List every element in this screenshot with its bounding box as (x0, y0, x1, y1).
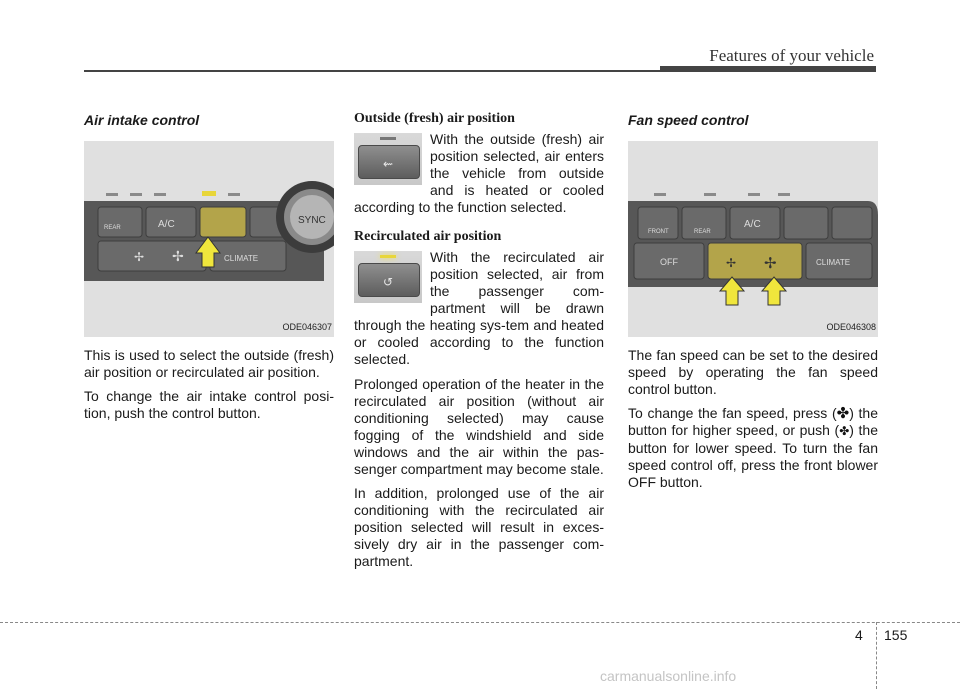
recirculated-air-block (354, 249, 604, 368)
svg-text:✢: ✢ (134, 250, 145, 264)
subheading-recirculated-air: Recirculated air position (354, 229, 502, 244)
recirculated-air-button-thumbnail (354, 251, 422, 303)
car-recirculate-icon: ↺ (383, 275, 394, 289)
svg-text:A/C: A/C (744, 219, 761, 230)
outside-air-block (354, 131, 604, 216)
column-air-positions (354, 110, 604, 577)
subheading-outside-air: Outside (fresh) air position (354, 111, 515, 126)
svg-text:FRONT: FRONT (648, 229, 669, 235)
svg-text:✢: ✢ (172, 249, 184, 265)
outside-air-button-thumbnail (354, 133, 422, 185)
car-airflow-icon: ⇜ (383, 157, 394, 171)
body-paragraph: The fan speed can be set to the desired speed by operating the fan speed control button. (628, 347, 878, 397)
body-paragraph: In addition, prolonged use of the air conditioning with the recirculated air position selected will result in exces-sively dry air in the passenger com-partment. (354, 485, 604, 569)
text-fragment: ) the button for higher speed, or push ( (628, 405, 879, 438)
indicator-off (380, 137, 396, 140)
text-fragment: ) the button for lower speed. To turn the fan speed control off, press the front blower OFF button. (628, 422, 878, 490)
column-fan-speed (628, 110, 878, 498)
fan-low-icon: ✤ (839, 424, 850, 438)
svg-text:✢: ✢ (726, 256, 737, 270)
svg-text:CLIMATE: CLIMATE (816, 258, 851, 267)
page-number: 155 (884, 627, 908, 643)
figure-fan-speed-panel (628, 141, 878, 337)
body-paragraph: Prolonged operation of the heater in the recirculated air position (without air conditioning selected) may cause fogging of the windshield and side windows and the air within the pas-senger compartment may become stale. (354, 376, 604, 477)
section-heading-fan-speed: Fan speed control (628, 112, 749, 128)
svg-text:CLIMATE: CLIMATE (224, 254, 259, 263)
outside-air-description: With the outside (fresh) air position selected, air enters the vehicle from outside and is heated or cooled according to the function selected. (354, 131, 604, 215)
header-title: Features of your vehicle (709, 46, 874, 65)
figure-code: ODE046307 (282, 322, 332, 332)
watermark: carmanualsonline.info (600, 668, 737, 684)
svg-text:REAR: REAR (104, 225, 121, 231)
body-paragraph: To change the air intake control posi-tion, push the control button. (84, 388, 334, 421)
body-paragraph-fan-instructions (628, 405, 878, 491)
section-heading-air-intake: Air intake control (84, 112, 200, 128)
intake-button-image (358, 145, 420, 179)
svg-text:OFF: OFF (660, 257, 678, 267)
header-rule-bar (660, 66, 876, 72)
svg-text:A/C: A/C (158, 219, 175, 230)
figure-air-intake-panel (84, 141, 334, 337)
svg-text:SYNC: SYNC (298, 215, 326, 226)
recirculated-air-description: With the recirculated air position selected, air from the passenger com-partment will be drawn through the heating sys-tem and heated or cooled according to the function selected. (354, 249, 604, 367)
text-fragment: To change the fan speed, press ( (628, 405, 837, 421)
fan-speed-panel-illustration (628, 141, 878, 337)
air-intake-panel-illustration (84, 141, 334, 337)
column-air-intake (84, 110, 334, 429)
indicator-on (380, 255, 396, 258)
svg-text:REAR: REAR (694, 229, 711, 235)
footer-rule (0, 622, 960, 623)
intake-button-image (358, 263, 420, 297)
figure-code: ODE046308 (826, 322, 876, 332)
svg-text:✢: ✢ (764, 254, 777, 272)
body-paragraph: This is used to select the outside (fresh) air position or recirculated air position. (84, 347, 334, 380)
chapter-number: 4 (855, 627, 863, 643)
fan-high-icon: ✤ (836, 405, 850, 422)
footer-divider (876, 622, 877, 689)
